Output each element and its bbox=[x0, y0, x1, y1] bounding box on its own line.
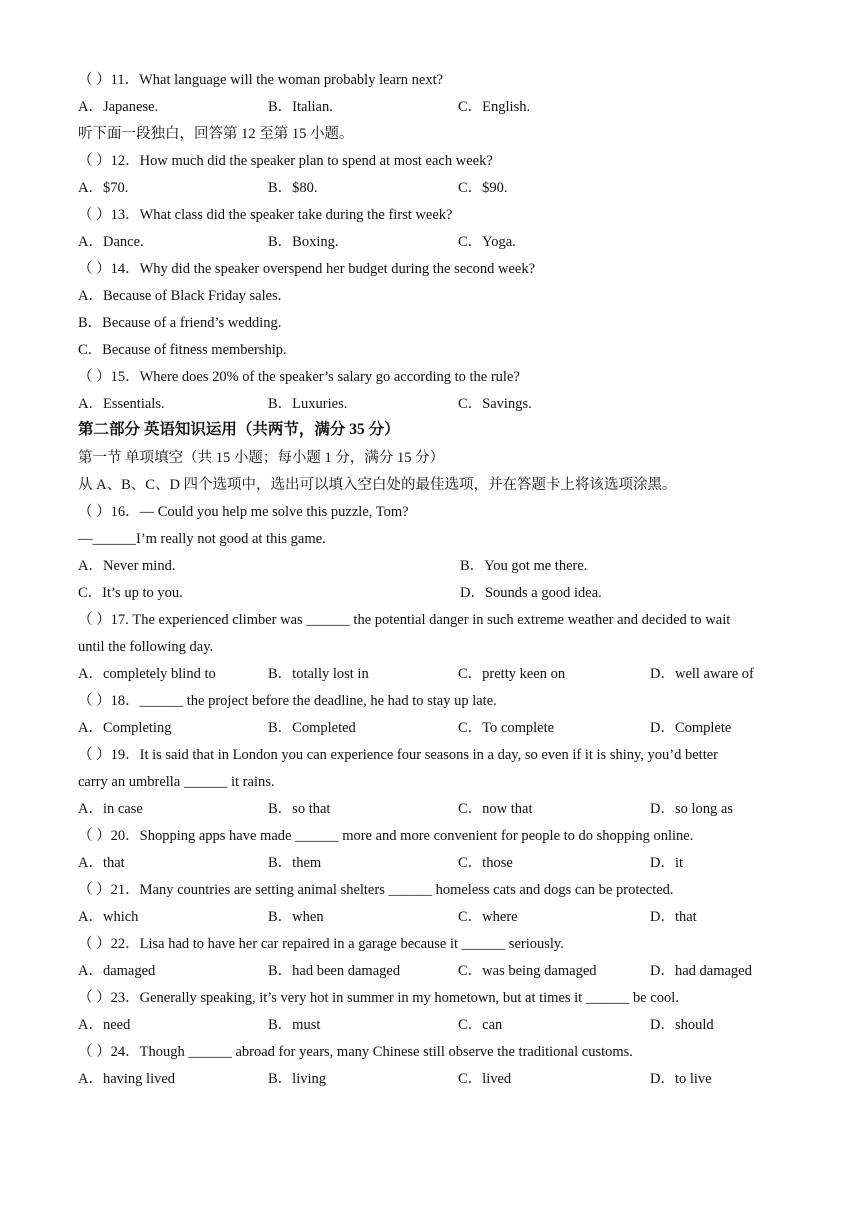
q24-option-c: C．lived bbox=[458, 1071, 512, 1087]
q23-option-b: B．must bbox=[268, 1017, 321, 1033]
q17-option-a: A．completely blind to bbox=[78, 666, 216, 682]
q15-option-b: B．Luxuries. bbox=[268, 396, 348, 412]
q19-option-d: D．so long as bbox=[650, 801, 733, 817]
q16-option-b: B．You got me there. bbox=[460, 558, 588, 574]
q22-option-c: C．was being damaged bbox=[458, 963, 597, 979]
q21-option-d: D．that bbox=[650, 909, 697, 925]
q17-option-d: D．well aware of bbox=[650, 666, 754, 682]
q21-stem: （ ）21．Many countries are setting animal shelters ______ homeless cats and dogs can be protected. bbox=[78, 882, 674, 898]
q21-option-a: A．which bbox=[78, 909, 139, 925]
q18-option-a: A．Completing bbox=[78, 720, 172, 736]
q12-stem: （ ）12．How much did the speaker plan to spend at most each week? bbox=[78, 153, 493, 169]
q20-option-c: C．those bbox=[458, 855, 513, 871]
q24-option-b: B．living bbox=[268, 1071, 327, 1087]
q11-option-c: C．English. bbox=[458, 99, 531, 115]
q14-option-a: A．Because of Black Friday sales. bbox=[78, 288, 282, 304]
q18-option-c: C．To complete bbox=[458, 720, 555, 736]
q16-option-d: D．Sounds a good idea. bbox=[460, 585, 602, 601]
q19-option-b: B．so that bbox=[268, 801, 331, 817]
q12-option-b: B．$80. bbox=[268, 180, 318, 196]
q19-stem-2: carry an umbrella ______ it rains. bbox=[78, 774, 275, 790]
q14-stem: （ ）14．Why did the speaker overspend her budget during the second week? bbox=[78, 261, 536, 277]
q13-option-b: B．Boxing. bbox=[268, 234, 339, 250]
q16-option-c: C．It’s up to you. bbox=[78, 585, 183, 601]
q14-option-b: B．Because of a friend’s wedding. bbox=[78, 315, 282, 331]
q24-option-a: A．having lived bbox=[78, 1071, 176, 1087]
monologue-note: 听下面一段独白，回答第 12 至第 15 小题。 bbox=[78, 126, 354, 142]
q20-stem: （ ）20．Shopping apps have made ______ more and more convenient for people to do shopping online. bbox=[78, 828, 694, 844]
q12-option-c: C．$90. bbox=[458, 180, 508, 196]
q20-option-b: B．them bbox=[268, 855, 322, 871]
q17-option-c: C．pretty keen on bbox=[458, 666, 566, 682]
q17-stem: （ ）17. The experienced climber was ______ the potential danger in such extreme weather and decided to wait bbox=[78, 612, 731, 628]
q11-stem: （ ）11．What language will the woman probably learn next? bbox=[78, 72, 444, 88]
part2-heading: 第二部分 英语知识运用（共两节，满分 35 分） bbox=[78, 421, 400, 438]
q21-option-b: B．when bbox=[268, 909, 324, 925]
q18-option-b: B．Completed bbox=[268, 720, 356, 736]
q15-option-a: A．Essentials. bbox=[78, 396, 165, 412]
q11-option-b: B．Italian. bbox=[268, 99, 333, 115]
q22-stem: （ ）22．Lisa had to have her car repaired in a garage because it ______ seriously. bbox=[78, 936, 564, 952]
q15-stem: （ ）15．Where does 20% of the speaker’s salary go according to the rule? bbox=[78, 369, 520, 385]
q13-stem: （ ）13．What class did the speaker take during the first week? bbox=[78, 207, 453, 223]
q23-stem: （ ）23．Generally speaking, it’s very hot in summer in my hometown, but at times it ______ be cool. bbox=[78, 990, 679, 1006]
q22-option-d: D．had damaged bbox=[650, 963, 752, 979]
q20-option-a: A．that bbox=[78, 855, 125, 871]
q23-option-a: A．need bbox=[78, 1017, 131, 1033]
q17-option-b: B．totally lost in bbox=[268, 666, 369, 682]
section1-instructions: 从 A、B、C、D 四个选项中，选出可以填入空白处的最佳选项，并在答题卡上将该选项涂黑。 bbox=[78, 477, 677, 493]
q21-option-c: C．where bbox=[458, 909, 518, 925]
q13-option-a: A．Dance. bbox=[78, 234, 144, 250]
q24-stem: （ ）24．Though ______ abroad for years, many Chinese still observe the traditional customs. bbox=[78, 1044, 633, 1060]
q15-option-c: C．Savings. bbox=[458, 396, 532, 412]
q12-option-a: A．$70. bbox=[78, 180, 129, 196]
q23-option-d: D．should bbox=[650, 1017, 714, 1033]
q23-option-c: C．can bbox=[458, 1017, 503, 1033]
q18-stem: （ ）18．______ the project before the deadline, he had to stay up late. bbox=[78, 693, 497, 709]
section1-title: 第一节 单项填空（共 15 小题；每小题 1 分，满分 15 分） bbox=[78, 450, 445, 466]
q13-option-c: C．Yoga. bbox=[458, 234, 516, 250]
q19-option-a: A．in case bbox=[78, 801, 143, 817]
q14-option-c: C．Because of fitness membership. bbox=[78, 342, 287, 358]
q22-option-a: A．damaged bbox=[78, 963, 156, 979]
q22-option-b: B．had been damaged bbox=[268, 963, 401, 979]
q18-option-d: D．Complete bbox=[650, 720, 732, 736]
q19-stem: （ ）19．It is said that in London you can experience four seasons in a day, so even if it is shiny, you’d better bbox=[78, 747, 719, 763]
q16-stem: （ ）16．— Could you help me solve this puzzle, Tom? bbox=[78, 504, 409, 520]
q17-stem-2: until the following day. bbox=[78, 639, 214, 655]
q24-option-d: D．to live bbox=[650, 1071, 712, 1087]
q16-option-a: A．Never mind. bbox=[78, 558, 176, 574]
q16-stem-2: —______I’m really not good at this game. bbox=[78, 531, 326, 547]
q20-option-d: D．it bbox=[650, 855, 684, 871]
q19-option-c: C．now that bbox=[458, 801, 533, 817]
q11-option-a: A．Japanese. bbox=[78, 99, 159, 115]
